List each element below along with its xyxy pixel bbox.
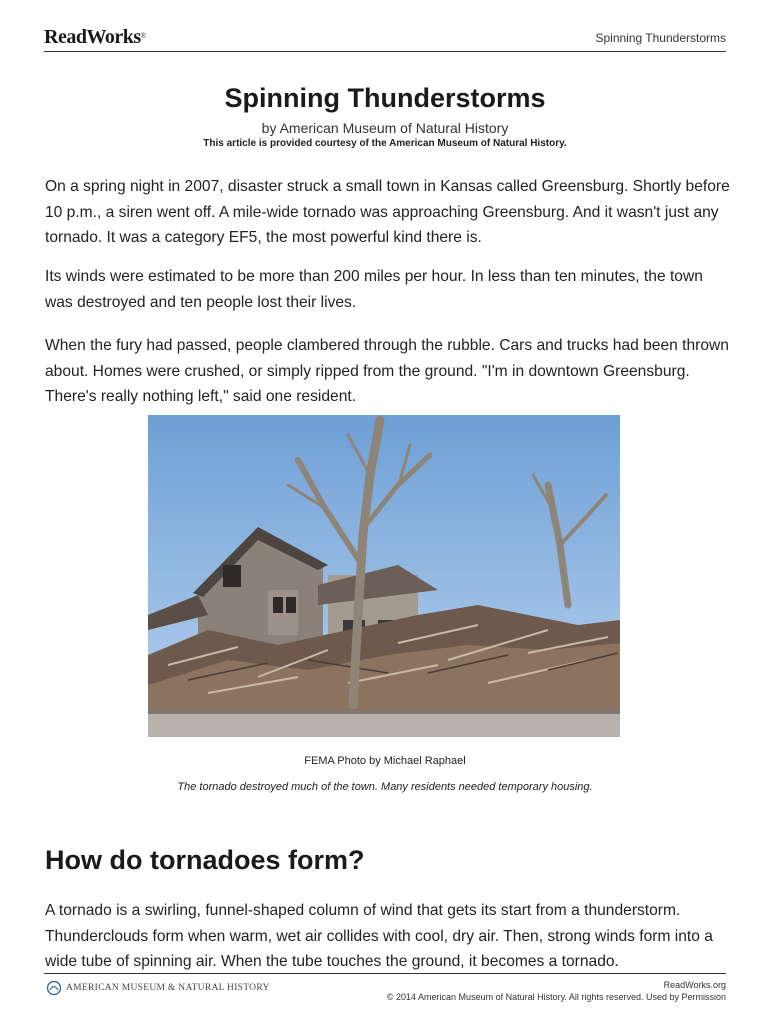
courtesy-note: This article is provided courtesy of the American Museum of Natural History. <box>203 138 567 149</box>
section-heading: How do tornadoes form? <box>45 845 365 875</box>
paragraph-4: A tornado is a swirling, funnel-shaped column of wind that gets its start from a thunderstorm. Thunderclouds form when warm, wet air collides with cool, dry air. Then, strong winds form into a wide tube of spinning air. When the tube touches the ground, it becomes a tornado. <box>45 902 713 970</box>
paragraph-3: When the fury had passed, people clambered through the rubble. Cars and trucks had been thrown about. Homes were crushed, or simply ripped from the ground. "I'm in downtown Greensburg. There's really nothing left," said one resident. <box>45 337 729 405</box>
footer-copyright: © 2014 American Museum of Natural History. All rights reserved. Used by Permission <box>386 992 726 1002</box>
registered-mark: ® <box>140 33 146 40</box>
museum-logo <box>46 980 270 996</box>
footer-site: ReadWorks.org <box>663 980 726 990</box>
footer-divider <box>44 973 726 974</box>
readworks-logo-text: ReadWorks <box>44 26 141 48</box>
paragraph-1: On a spring night in 2007, disaster struck a small town in Kansas called Greensburg. Shortly before 10 p.m., a siren went off. A mile-wide tornado was approaching Greensburg. And it wasn't just any tornado. It was a category EF5, the most powerful kind there is. <box>45 178 730 246</box>
article-title: Spinning Thunderstorms <box>224 83 546 113</box>
photo-credit: FEMA Photo by Michael Raphael <box>304 755 466 767</box>
tornado-damage-photo <box>148 415 620 737</box>
running-title: Spinning Thunderstorms <box>595 31 726 45</box>
page-header <box>44 25 726 52</box>
paragraph-2: Its winds were estimated to be more than 200 miles per hour. In less than ten minutes, the town was destroyed and ten people lost their lives. <box>45 268 703 311</box>
readworks-logo <box>44 25 145 49</box>
photo-caption: The tornado destroyed much of the town. Many residents needed temporary housing. <box>177 781 593 793</box>
museum-logo-text: AMERICAN MUSEUM & NATURAL HISTORY <box>66 983 270 993</box>
article-byline: by American Museum of Natural History <box>261 120 509 136</box>
museum-emblem-icon <box>46 980 62 996</box>
